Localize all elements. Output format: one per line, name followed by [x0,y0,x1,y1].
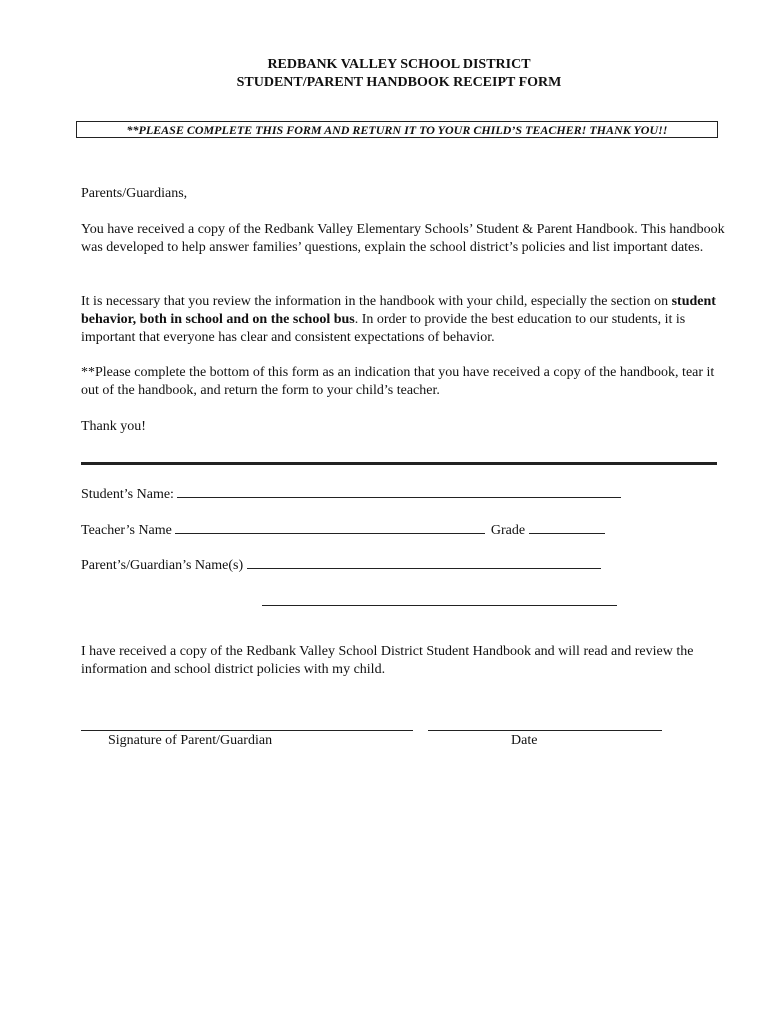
student-name-field[interactable] [177,483,621,498]
acknowledgement-statement: I have received a copy of the Redbank Valley School District Student Handbook and will read and review the information and school district policies with my child. [81,644,694,677]
grade-field[interactable] [529,519,605,534]
tear-off-divider [81,462,717,465]
teacher-name-field[interactable] [175,519,485,534]
paragraph-instructions: **Please complete the bottom of this form as an indication that you have received a copy of the handbook, tear it out of the handbook, and return the form to your child’s teacher. [81,365,715,398]
parent-name-field-2[interactable] [262,605,617,606]
grade-label: Grade [490,523,526,538]
paragraph-handbook-intro: You have received a copy of the Redbank Valley Elementary Schools’ Student & Parent Handbook. This handbook was developed to help answer families’ questions, explain the school district’s policies and list important dates. [81,222,725,255]
salutation: Parents/Guardians, [81,186,188,201]
closing-thank-you: Thank you! [81,419,146,434]
return-notice-text: **PLEASE COMPLETE THIS FORM AND RETURN IT TO YOUR CHILD’S TEACHER! THANK YOU!! [126,123,668,137]
teacher-name-label: Teacher’s Name [81,523,172,538]
teacher-grade-row [81,519,605,540]
parent-name-field-1[interactable] [247,554,601,569]
parent-name-row [81,554,601,575]
date-label: Date [511,733,538,748]
student-name-row [81,483,621,504]
signature-line[interactable] [81,730,413,731]
paragraph-review-text-2: . In order to provide the best education to our students, it is important that everyone has clear and consistent expectations of behavior. [81,312,686,345]
student-name-label: Student’s Name: [81,487,174,502]
date-line[interactable] [428,730,662,731]
paragraph-review-behavior [81,293,731,347]
form-title: STUDENT/PARENT HANDBOOK RECEIPT FORM [236,75,562,90]
signature-label: Signature of Parent/Guardian [108,733,273,748]
return-notice-box [76,121,718,138]
parent-name-label: Parent’s/Guardian’s Name(s) [81,558,244,573]
paragraph-review-text-1: It is necessary that you review the information in the handbook with your child, especially the section on [81,294,672,309]
paragraph-review-bold: student behavior, both in school and on the school bus [81,294,716,327]
district-title: REDBANK VALLEY SCHOOL DISTRICT [267,57,531,72]
